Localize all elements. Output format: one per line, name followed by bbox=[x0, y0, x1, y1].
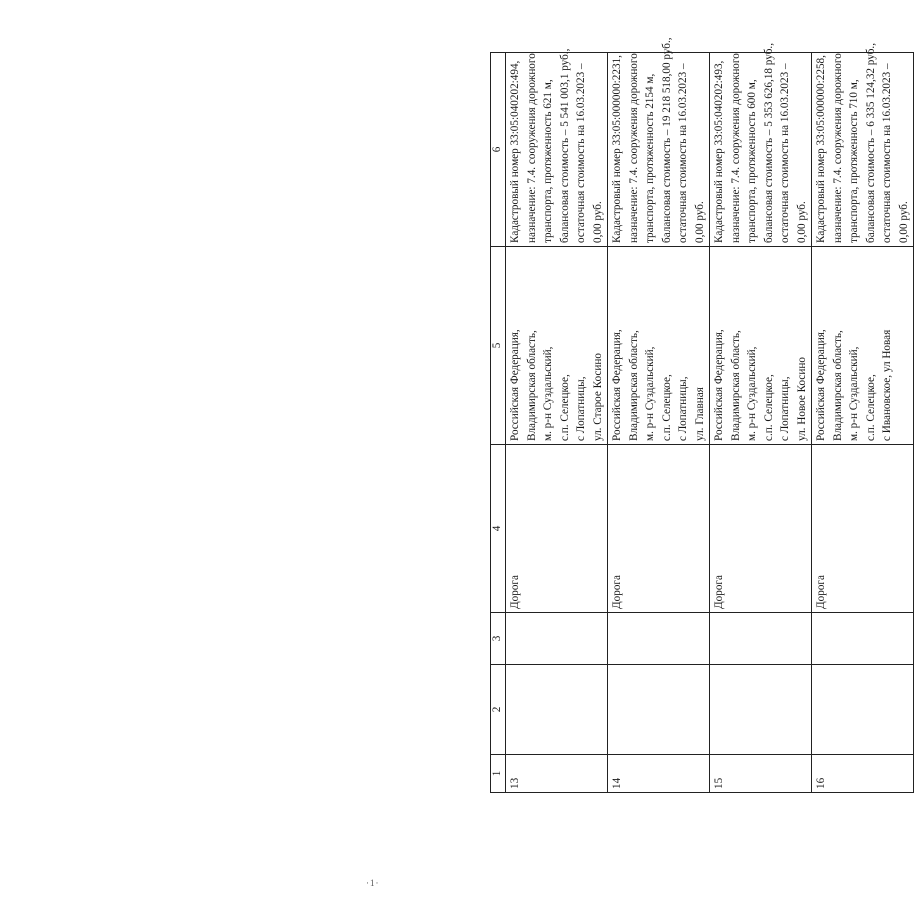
address-line: Российская Федерация, bbox=[611, 329, 623, 441]
address-line: с Лопатницы, bbox=[677, 376, 689, 441]
details-line: Кадастровый номер 33:05:000000:2258, bbox=[815, 55, 827, 243]
details-line: 0,00 руб. bbox=[795, 201, 808, 243]
table-row bbox=[812, 53, 914, 793]
details-line: балансовая стоимость – 5 541 003,1 руб., bbox=[558, 48, 571, 243]
details-line: транспорта, протяженность 2154 м, bbox=[644, 73, 656, 243]
rotated-table-container bbox=[490, 37, 910, 793]
details-line: Кадастровый номер 33:05:040202:494, bbox=[509, 60, 521, 243]
address-line: с Ивановское, ул Новая bbox=[881, 329, 893, 441]
address-line: м. р-н Суздальский, bbox=[542, 346, 554, 441]
address-line: Российская Федерация, bbox=[509, 329, 521, 441]
row-number-cell: 13 bbox=[506, 755, 608, 793]
details-line: балансовая стоимость – 6 335 124,32 руб., bbox=[864, 43, 877, 243]
details-line: транспорта, протяженность 600 м, bbox=[746, 79, 758, 243]
address-line: м. р-н Суздальский, bbox=[746, 346, 758, 441]
header-col-1: 1 bbox=[491, 755, 506, 793]
details-line: назначение: 7.4. сооружения дорожного bbox=[831, 53, 844, 243]
details-line: 0,00 руб. bbox=[591, 201, 604, 243]
page-footer-mark: ·1· bbox=[366, 878, 380, 888]
details-line: транспорта, протяженность 621 м, bbox=[542, 79, 554, 243]
address-line: с Лопатницы, bbox=[575, 376, 587, 441]
details-line: 0,00 руб. bbox=[693, 201, 706, 243]
address-line: с.п. Селецкое, bbox=[558, 374, 571, 441]
header-col-4: 4 bbox=[491, 445, 506, 613]
details-line: балансовая стоимость – 19 218 518,00 руб., bbox=[660, 37, 673, 243]
address-line: Владимирская область, bbox=[627, 330, 640, 441]
address-line: м. р-н Суздальский, bbox=[848, 346, 860, 441]
object-type-cell: Дорога bbox=[608, 445, 710, 613]
header-col-5: 5 bbox=[491, 247, 506, 445]
object-type-cell: Дорога bbox=[506, 445, 608, 613]
row-number-cell: 15 bbox=[710, 755, 812, 793]
details-line: остаточная стоимость на 16.03.2023 – bbox=[677, 63, 689, 243]
address-line: с.п. Селецкое, bbox=[864, 374, 877, 441]
empty-cell-col-3 bbox=[506, 613, 608, 665]
address-cell bbox=[506, 247, 608, 445]
details-cell bbox=[812, 43, 914, 247]
table-row bbox=[710, 53, 812, 793]
address-line: Владимирская область, bbox=[525, 330, 538, 441]
address-line: ул. Новое Косино bbox=[795, 357, 808, 441]
details-line: остаточная стоимость на 16.03.2023 – bbox=[881, 63, 893, 243]
address-line: Владимирская область, bbox=[729, 330, 742, 441]
address-line: с Лопатницы, bbox=[779, 376, 791, 441]
details-line: назначение: 7.4. сооружения дорожного bbox=[627, 53, 640, 243]
details-line: остаточная стоимость на 16.03.2023 – bbox=[779, 63, 791, 243]
table-row bbox=[608, 53, 710, 793]
address-line: с.п. Селецкое, bbox=[762, 374, 775, 441]
header-col-6: 6 bbox=[491, 53, 506, 247]
details-cell bbox=[710, 43, 812, 247]
row-number-cell: 16 bbox=[812, 755, 914, 793]
address-cell bbox=[710, 247, 812, 445]
details-line: Кадастровый номер 33:05:040202:493, bbox=[713, 60, 725, 243]
details-line: назначение: 7.4. сооружения дорожного bbox=[525, 53, 538, 243]
table-header-row bbox=[491, 53, 506, 793]
details-line: Кадастровый номер 33:05:000000:2231, bbox=[611, 55, 623, 243]
address-line: ул. Главная bbox=[693, 387, 706, 441]
details-line: остаточная стоимость на 16.03.2023 – bbox=[575, 63, 587, 243]
empty-cell-col-3 bbox=[812, 613, 914, 665]
details-line: транспорта, протяженность 710 м, bbox=[848, 79, 860, 243]
object-type-cell: Дорога bbox=[710, 445, 812, 613]
details-line: назначение: 7.4. сооружения дорожного bbox=[729, 53, 742, 243]
empty-cell-col-2 bbox=[608, 665, 710, 755]
empty-cell-col-3 bbox=[608, 613, 710, 665]
address-line: ул. Старое Косино bbox=[591, 353, 604, 441]
property-table bbox=[490, 37, 914, 793]
table-row bbox=[506, 53, 608, 793]
header-col-3: 3 bbox=[491, 613, 506, 665]
address-line: Российская Федерация, bbox=[815, 329, 827, 441]
details-line: 0,00 руб. bbox=[897, 201, 910, 243]
row-number-cell: 14 bbox=[608, 755, 710, 793]
address-line: Российская Федерация, bbox=[713, 329, 725, 441]
object-type-cell: Дорога bbox=[812, 445, 914, 613]
details-cell bbox=[608, 37, 710, 247]
empty-cell-col-3 bbox=[710, 613, 812, 665]
address-line: м. р-н Суздальский, bbox=[644, 346, 656, 441]
address-line: с.п. Селецкое, bbox=[660, 374, 673, 441]
empty-cell-col-2 bbox=[812, 665, 914, 755]
empty-cell-col-2 bbox=[506, 665, 608, 755]
details-line: балансовая стоимость – 5 353 626,18 руб., bbox=[762, 43, 775, 243]
header-col-2: 2 bbox=[491, 665, 506, 755]
address-cell bbox=[812, 247, 914, 445]
details-cell bbox=[506, 48, 608, 247]
address-cell bbox=[608, 247, 710, 445]
address-line: Владимирская область, bbox=[831, 330, 844, 441]
empty-cell-col-2 bbox=[710, 665, 812, 755]
